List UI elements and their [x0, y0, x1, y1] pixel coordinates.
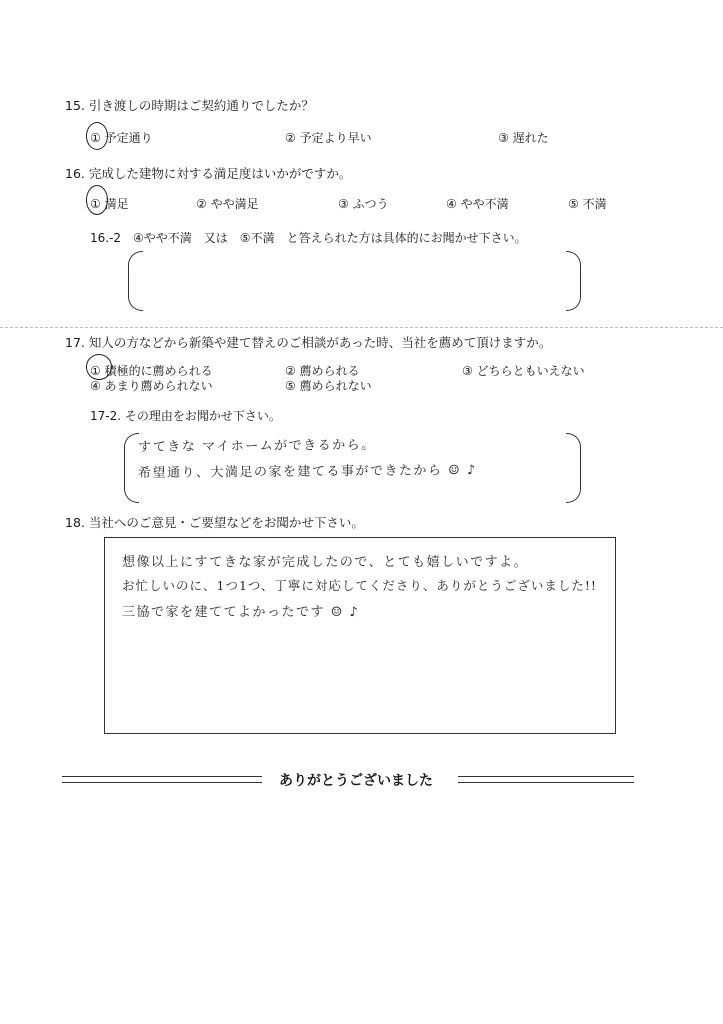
q17-option-2[interactable]: ② 薦められる — [285, 364, 360, 378]
q17-answer-bracket-left — [124, 433, 139, 503]
footer-rule-right — [458, 776, 634, 783]
q15-question: 15. 引き渡しの時期はご契約通りでしたか？ — [65, 98, 314, 113]
q15-option-3[interactable]: ③ 遅れた — [498, 131, 549, 145]
q16-option-2[interactable]: ② やや満足 — [196, 197, 259, 211]
q16-option-1[interactable]: ① 満足 — [90, 197, 129, 211]
q16-sub-question: 16.-2 ④やや不満 又は ⑤不満 と答えられた方は具体的にお聞かせ下さい。 — [90, 231, 527, 245]
q18-question: 18. 当社へのご意見・ご要望などをお聞かせ下さい。 — [65, 515, 364, 530]
q16-answer-bracket-right — [566, 251, 581, 311]
q15-selected-circle — [86, 122, 108, 150]
q15-option-1[interactable]: ① 予定通り — [90, 131, 153, 145]
q17-option-1[interactable]: ① 積極的に薦められる — [90, 364, 213, 378]
q16-answer-bracket-left — [128, 251, 143, 311]
q16-question: 16. 完成した建物に対する満足度はいかがですか。 — [65, 166, 352, 181]
q17-option-5[interactable]: ⑤ 薦められない — [285, 379, 372, 393]
q18-answer-line-1: 想像以上にすてきな家が完成したので、とても嬉しいですよ。 — [122, 555, 529, 570]
q17-question: 17. 知人の方などから新築や建て替えのご相談があった時、当社を薦めて頂けますか。 — [65, 335, 552, 350]
q15-option-2[interactable]: ② 予定より早い — [285, 131, 372, 145]
q16-option-5[interactable]: ⑤ 不満 — [568, 197, 607, 211]
q17-answer-bracket-right — [566, 433, 581, 503]
footer-rule-left — [62, 776, 262, 783]
q18-answer-line-3: 三協で家を建ててよかったです ☺ ♪ — [122, 605, 360, 620]
scan-separator — [0, 327, 723, 328]
q17-answer-line-2: 希望通り、大満足の家を建てる事ができたから ☺ ♪ — [137, 463, 477, 481]
q17-sub-question: 17-2. その理由をお聞かせ下さい。 — [90, 409, 281, 423]
q16-option-4[interactable]: ④ やや不満 — [446, 197, 509, 211]
q16-option-3[interactable]: ③ ふつう — [338, 197, 389, 211]
q18-answer-line-2: お忙しいのに、1つ1つ、丁寧に対応してくださり、ありがとうございました!! — [122, 578, 597, 593]
q16-selected-circle — [86, 185, 108, 215]
q17-answer-line-1: すてきな マイホームができるから。 — [137, 437, 376, 455]
q17-option-4[interactable]: ④ あまり薦められない — [90, 379, 213, 393]
q17-option-3[interactable]: ③ どちらともいえない — [462, 364, 585, 378]
footer-thanks: ありがとうございました — [279, 773, 433, 789]
